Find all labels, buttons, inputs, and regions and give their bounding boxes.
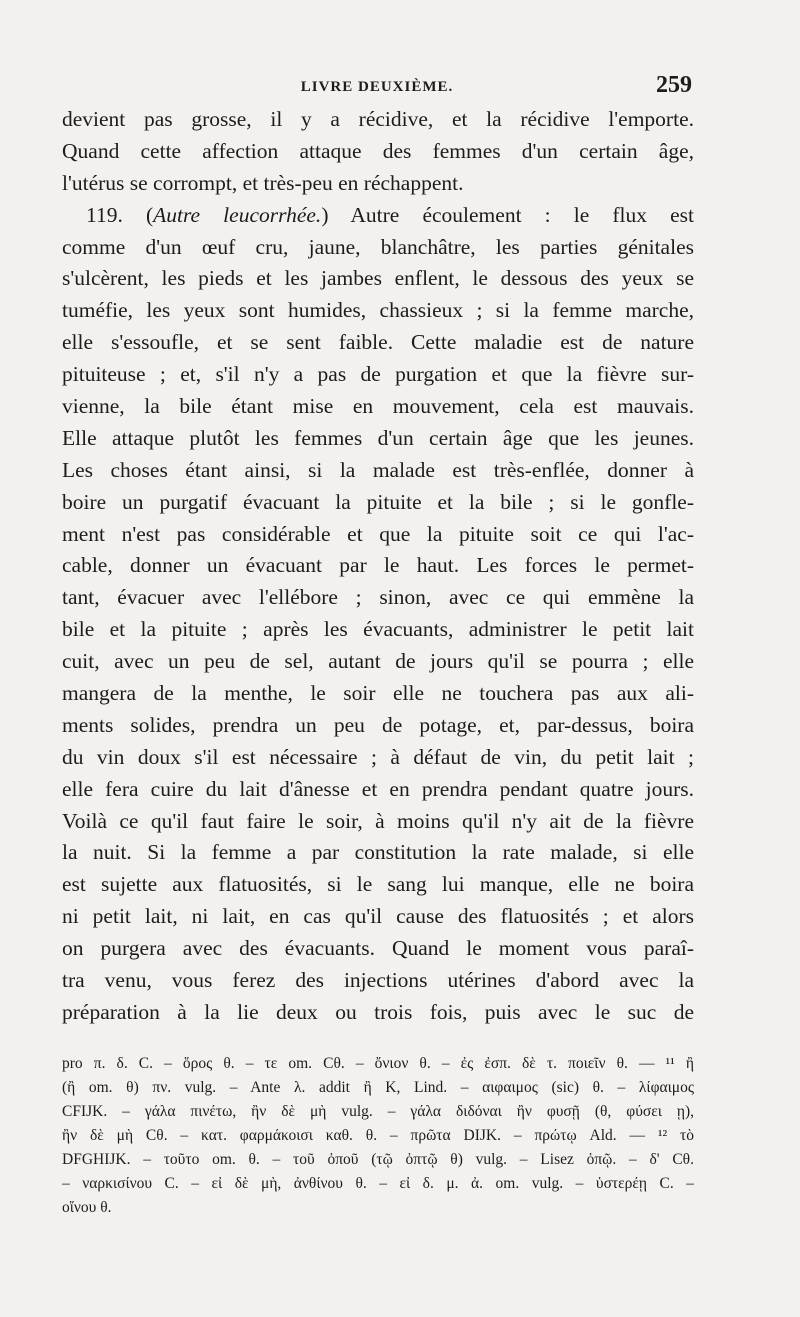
footnote-line: οἴνου θ. <box>62 1199 112 1216</box>
text-line: elle s'essoufle, et se sent faible. Cette maladie est de nature <box>62 330 694 355</box>
text-line: tant, évacuer avec l'ellébore ; sinon, avec ce qui emmène la <box>62 585 694 610</box>
text-line: comme d'un œuf cru, jaune, blanchâtre, les parties génitales <box>62 234 694 259</box>
text-line: pituiteuse ; et, s'il n'y a pas de purgation et que la fièvre sur- <box>62 362 694 387</box>
text-line: ment n'est pas considérable et que la pituite soit ce qui l'ac- <box>62 521 694 546</box>
text-line: bile et la pituite ; après les évacuants, administrer le petit lait <box>62 617 694 642</box>
text-line: est sujette aux flatuosités, si le sang lui manque, elle ne boira <box>62 872 694 897</box>
text-line: elle fera cuire du lait d'ânesse et en prendra pendant quatre jours. <box>62 776 694 801</box>
footnote-line: pro π. δ. C. – ὅρος θ. – τε om. Cθ. – ὄνιον θ. – ἐς ἐσπ. δὲ τ. ποιεῖν θ. — ¹¹ ἢ <box>62 1055 694 1072</box>
text-line: vienne, la bile étant mise en mouvement, cela est mauvais. <box>62 394 694 419</box>
text-line: Elle attaque plutôt les femmes d'un certain âge que les jeunes. <box>62 425 694 450</box>
section-title: Autre leucorrhée. <box>153 202 322 227</box>
section-line-rest: ) Autre écoulement : le flux est <box>321 202 694 227</box>
text-line: tra venu, vous ferez des injections utérines d'abord avec la <box>62 968 694 993</box>
text-line: Les choses étant ainsi, si la malade est très-enflée, donner à <box>62 457 694 482</box>
section-heading-line: 119. (Autre leucorrhée.) Autre écoulement : le flux est <box>86 202 694 227</box>
footnote-line: ἢν δὲ μὴ Cθ. – κατ. φαρμάκοισι καθ. θ. – πρῶτα DIJK. – πρώτῳ Ald. — ¹² τὸ <box>62 1127 694 1144</box>
page-number: 259 <box>656 72 692 98</box>
text-line: Voilà ce qu'il faut faire le soir, à moins qu'il n'y ait de la fièvre <box>62 808 694 833</box>
text-line: préparation à la lie deux ou trois fois, puis avec le suc de <box>62 999 694 1024</box>
running-head <box>62 74 692 100</box>
section-number: 119. <box>86 202 123 227</box>
text-line: boire un purgatif évacuant la pituite et la bile ; si le gonfle- <box>62 489 694 514</box>
footnote-line: – ναρκισίνου C. – εἰ δὲ μὴ, ἀνθίνου θ. – εἰ δ. μ. ἀ. om. vulg. – ὑστερέῃ C. – <box>62 1175 694 1192</box>
text-line: cuit, avec un peu de sel, autant de jours qu'il se pourra ; elle <box>62 649 694 674</box>
body-text <box>62 104 694 1029</box>
text-line: Quand cette affection attaque des femmes d'un certain âge, <box>62 138 694 163</box>
text-line: cable, donner un évacuant par le haut. Les forces le permet- <box>62 553 694 578</box>
footnote-line: DFGHIJK. – τοῦτο om. θ. – τοῦ ὀποῦ (τῷ ὀπτῷ θ) vulg. – Lisez ὀπῷ. – δ' Cθ. <box>62 1151 694 1168</box>
running-title: LIVRE DEUXIÈME. <box>300 79 454 95</box>
text-line: mangera de la menthe, le soir elle ne touchera pas aux ali- <box>62 681 694 706</box>
text-line: ments solides, prendra un peu de potage, et, par-dessus, boira <box>62 712 694 737</box>
text-line: la nuit. Si la femme a par constitution la rate malade, si elle <box>62 840 694 865</box>
text-line: on purgera avec des évacuants. Quand le moment vous paraî- <box>62 936 694 961</box>
text-line: du vin doux s'il est nécessaire ; à défaut de vin, du petit lait ; <box>62 744 694 769</box>
text-line: ni petit lait, ni lait, en cas qu'il cause des flatuosités ; et alors <box>62 904 694 929</box>
text-line: tuméfie, les yeux sont humides, chassieux ; si la femme marche, <box>62 298 694 323</box>
text-line: devient pas grosse, il y a récidive, et la récidive l'emporte. <box>62 107 694 131</box>
footnote-line: (ἢ om. θ) πν. vulg. – Ante λ. addit ἢ K, Lind. – αιφαιμος (sic) θ. – λίφαιμος <box>62 1079 694 1096</box>
text-line: l'utérus se corrompt, et très-peu en réchappent. <box>62 170 464 195</box>
footnote-line: CFIJK. – γάλα πινέτω, ἢν δὲ μὴ vulg. – γάλα διδόναι ἢν φυσῇ (θ, φύσει ῃ), <box>62 1103 694 1120</box>
footnotes <box>62 1052 694 1220</box>
text-line: s'ulcèrent, les pieds et les jambes enflent, le dessous des yeux se <box>62 266 694 291</box>
